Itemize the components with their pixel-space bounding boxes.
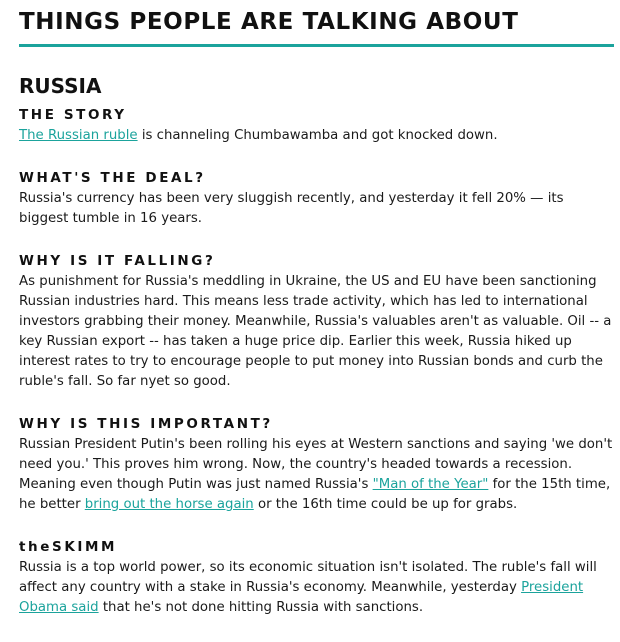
header-divider <box>19 44 614 47</box>
section-the-skimm <box>19 538 615 618</box>
president-obama-said-link[interactable]: President Obama said <box>19 580 584 615</box>
story-text: is channeling Chumbawamba and got knocked down. <box>137 128 498 143</box>
section-body-why-is-this-important <box>19 435 615 515</box>
important-text-2: for the 15th time, he better <box>19 477 611 512</box>
section-whats-the-deal <box>19 169 615 229</box>
newsletter-page <box>19 0 615 618</box>
bring-out-the-horse-link[interactable]: bring out the horse again <box>84 497 254 512</box>
section-body-why-is-it-falling: As punishment for Russia's meddling in Ukraine, the US and EU have been sanctioning Russian industries hard. This means less trade activity, which has led to international investors grabbing their money. Meanwhile, Russia's valuables aren't as valuable. Oil -- a key Russian export -- has taken a huge price dip. Earlier this week, Russia hiked up interest rates to try to encourage people to put money into Russian bonds and curb the ruble's fall. So far nyet so good. <box>19 274 612 389</box>
skimm-text-1: Russia is a top world power, so its economic situation isn't isolated. The ruble's fall will affect any country with a stake in Russia's economy. Meanwhile, yesterday <box>19 560 597 595</box>
section-body-whats-the-deal: Russia's currency has been very sluggish recently, and yesterday it fell 20% — its biggest tumble in 16 years. <box>19 191 564 226</box>
section-why-is-this-important <box>19 415 615 515</box>
section-the-story <box>19 106 615 146</box>
section-heading-why-is-it-falling: WHY IS IT FALLING? <box>19 253 216 269</box>
important-text-1: Russian President Putin's been rolling his eyes at Western sanctions and saying 'we don't need you.' This proves him wrong. Now, the country's headed towards a recession. Meaning even though Putin was just named Russia's <box>19 437 613 492</box>
man-of-the-year-link[interactable]: "Man of the Year" <box>372 477 489 492</box>
russian-ruble-link[interactable]: The Russian ruble <box>19 128 138 143</box>
section-body-the-skimm <box>19 558 615 618</box>
section-heading-why-is-this-important: WHY IS THIS IMPORTANT? <box>19 416 273 432</box>
section-heading-the-skimm: theSKIMM <box>19 539 118 555</box>
topic-title: RUSSIA <box>19 74 102 98</box>
section-heading-whats-the-deal: WHAT'S THE DEAL? <box>19 170 206 186</box>
skimm-text-2: that he's not done hitting Russia with sanctions. <box>98 600 424 615</box>
masthead-title: THINGS PEOPLE ARE TALKING ABOUT <box>19 9 519 35</box>
important-text-3: or the 16th time could be up for grabs. <box>253 497 518 512</box>
section-body-the-story <box>19 126 615 146</box>
section-why-is-it-falling <box>19 252 615 392</box>
section-heading-the-story: THE STORY <box>19 107 127 123</box>
